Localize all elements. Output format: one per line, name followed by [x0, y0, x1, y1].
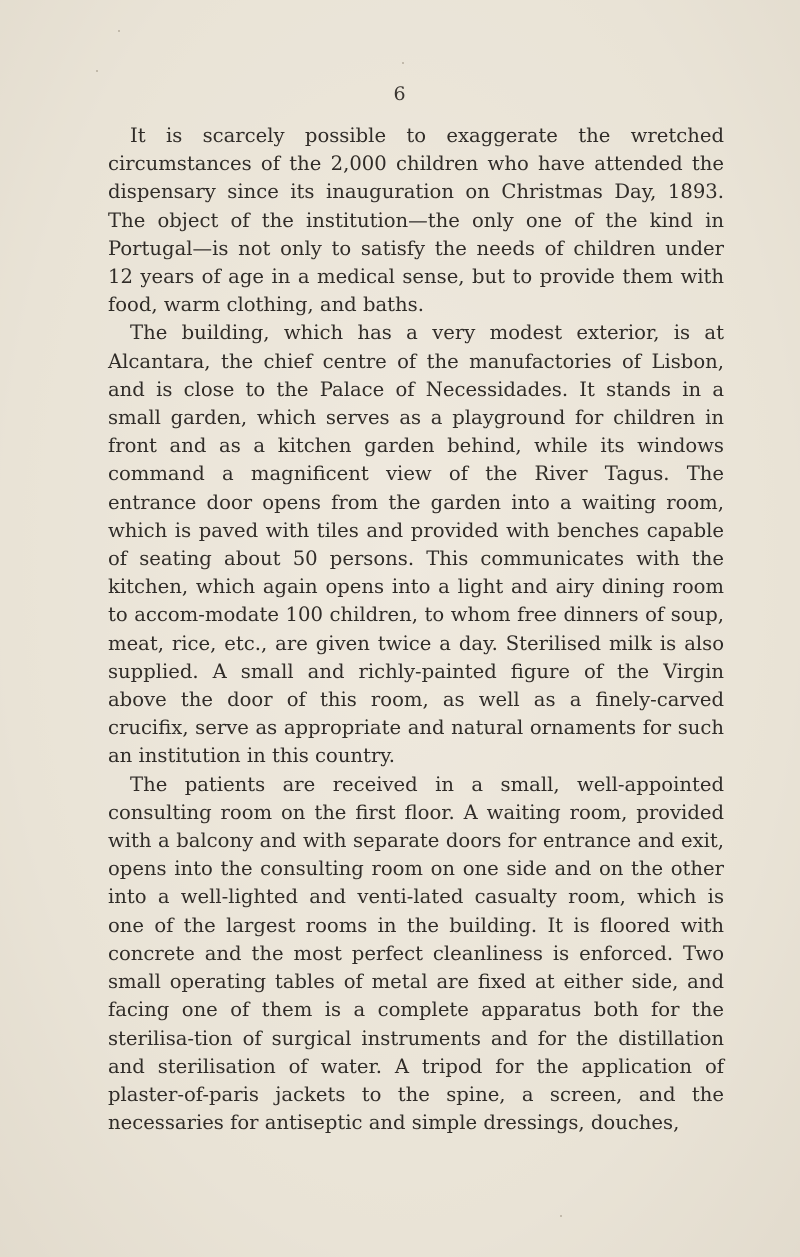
paragraph-3: The patients are received in a small, well-appointed consulting room on the first floor. A waiting room, provided with a balcony and with separate doors for entrance and exit, opens into the consulting room on one side and on the other into a well-lighted and venti-lated casualty room, which is one of the largest rooms in the building. It is floored with concrete and the most perfect cleanliness is enforced. Two small operating tables of metal are fixed at either side, and facing one of them is a complete apparatus both for the sterilisa-tion of surgical instruments and for the distillation and sterilisation of water. A tripod for the application of plaster-of-paris jackets to the spine, a screen, and the necessaries for antiseptic and simple dressings, douches, — [108, 772, 724, 1135]
page-number: 6 — [393, 83, 407, 105]
paper-speck — [96, 70, 98, 72]
paper-speck — [560, 1215, 562, 1217]
paper-speck — [402, 62, 404, 64]
body-text — [108, 122, 724, 1137]
paragraph-1: It is scarcely possible to exaggerate the wretched circumstances of the 2,000 children who have attended the dispensary since its inauguration on Christmas Day, 1893. The object of the institution—the only one of the kind in Portugal—is not only to satisfy the needs of children under 12 years of age in a medical sense, but to provide them with food, warm clothing, and baths. — [108, 124, 724, 317]
paragraph-2: The building, which has a very modest exterior, is at Alcantara, the chief centre of the manufactories of Lisbon, and is close to the Palace of Necessidades. It stands in a small garden, which serves as a playground for children in front and as a kitchen garden behind, while its windows command a magnificent view of the River Tagus. The entrance door opens from the garden into a waiting room, which is paved with tiles and provided with benches capable of seating about 50 persons. This communicates with the kitchen, which again opens into a light and airy dining room to accom-modate 100 children, to whom free dinners of soup, meat, rice, etc., are given twice a day. Sterilised milk is also supplied. A small and richly-painted figure of the Virgin above the door of this room, as well as a finely-carved crucifix, serve as appropriate and natural ornaments for such an institution in this country. — [108, 321, 724, 768]
paper-speck — [118, 30, 120, 32]
